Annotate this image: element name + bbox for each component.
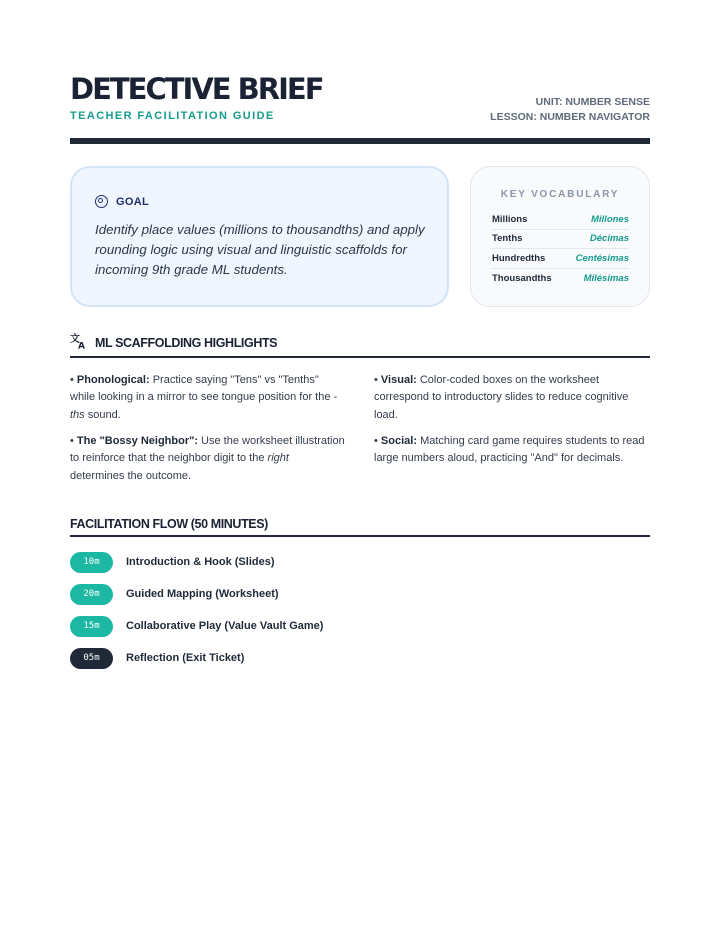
vocabulary-list <box>492 210 629 288</box>
scaffold-label: The "Bossy Neighbor": <box>76 435 198 447</box>
vocabulary-term: Hundredths <box>492 252 546 264</box>
goal-card <box>70 166 449 307</box>
scaffold-text: determines the outcome. <box>70 469 192 482</box>
vocabulary-row <box>492 210 629 230</box>
flow-step <box>70 551 275 573</box>
scaffold-item-phonological: • Phonological: Practice saying "Tens" vs "Tenths" while looking in a mirror to see tongue position for the -ths sound. <box>70 374 338 421</box>
unit-label: UNIT: NUMBER SENSE <box>535 96 650 108</box>
goal-text: Identify place values (millions to thousandths) and apply rounding logic using visual and linguistic scaffolds for incoming 9th grade ML students. <box>95 222 425 277</box>
flow-step-label: Guided Mapping (Worksheet) <box>126 588 279 600</box>
vocabulary-translation: Millones <box>590 213 629 225</box>
scaffold-item-social: • Social: Matching card game requires students to read large numbers aloud, practicing "And" for decimals. <box>374 435 645 465</box>
flow-step <box>70 615 323 637</box>
vocabulary-row <box>492 249 629 269</box>
time-pill: 10m <box>70 552 113 573</box>
flow-step-label: Introduction & Hook (Slides) <box>126 556 275 568</box>
unit-lesson-meta <box>490 95 650 125</box>
header-divider <box>70 138 650 144</box>
scaffold-emphasis: right <box>267 452 289 465</box>
scaffolding-section-header <box>70 336 650 358</box>
goal-header <box>95 195 149 208</box>
flow-step-label: Reflection (Exit Ticket) <box>126 652 245 664</box>
scaffold-emphasis: -ths <box>70 391 338 421</box>
scaffold-label: Social: <box>380 435 417 447</box>
vocabulary-title: KEY VOCABULARY <box>500 189 620 200</box>
vocabulary-translation: Centésimas <box>575 252 629 264</box>
svg-text:文: 文 <box>70 334 80 345</box>
flow-section-header <box>70 515 650 537</box>
vocabulary-translation: Décimas <box>589 233 629 245</box>
scaffold-item-bossy-neighbor: • The "Bossy Neighbor": Use the worksheet illustration to reinforce that the neighbor digit to the right determines the outcome. <box>70 435 345 482</box>
time-pill: 15m <box>70 616 113 637</box>
scaffold-text: Practice saying "Tens" vs "Tenths" while looking in a mirror to see tongue position for the <box>70 374 334 404</box>
scaffold-item-visual: • Visual: Color-coded boxes on the worksheet correspond to introductory slides to reduce cognitive load. <box>374 374 629 421</box>
svg-text:A: A <box>78 341 85 349</box>
vocabulary-term: Tenths <box>492 233 523 245</box>
page-header <box>70 72 650 132</box>
page-title: DETECTIVE BRIEF <box>70 72 323 106</box>
flow-step-label: Collaborative Play (Value Vault Game) <box>126 620 324 632</box>
scaffold-text: Matching card game requires students to read large numbers aloud, practicing "And" for decimals. <box>374 435 645 465</box>
page-subtitle: TEACHER FACILITATION GUIDE <box>70 110 275 122</box>
vocabulary-term: Thousandths <box>492 272 552 284</box>
scaffold-text: Color-coded boxes on the worksheet correspond to introductory slides to reduce cognitive load. <box>374 374 629 421</box>
flow-step <box>70 583 279 605</box>
scaffold-text: Use the worksheet illustration to reinforce that the neighbor digit to the <box>70 435 345 465</box>
flow-title: FACILITATION FLOW (50 MINUTES) <box>70 517 268 531</box>
time-pill: 20m <box>70 584 113 605</box>
vocabulary-translation: Milésimas <box>583 272 629 284</box>
scaffold-label: Phonological: <box>76 374 150 386</box>
scaffold-text: sound. <box>84 408 121 421</box>
vocabulary-row <box>492 269 629 289</box>
vocabulary-card <box>470 166 650 307</box>
goal-label: GOAL <box>116 195 149 208</box>
flow-step <box>70 647 244 669</box>
scaffold-label: Visual: <box>380 374 417 386</box>
translate-icon <box>70 333 87 352</box>
target-icon <box>95 195 108 208</box>
lesson-label: LESSON: NUMBER NAVIGATOR <box>490 111 650 123</box>
scaffolding-title: ML SCAFFOLDING HIGHLIGHTS <box>95 335 278 350</box>
time-pill: 05m <box>70 648 113 669</box>
vocabulary-term: Millions <box>492 213 528 225</box>
vocabulary-row <box>492 230 629 250</box>
scaffolding-title-wrap <box>70 333 277 352</box>
